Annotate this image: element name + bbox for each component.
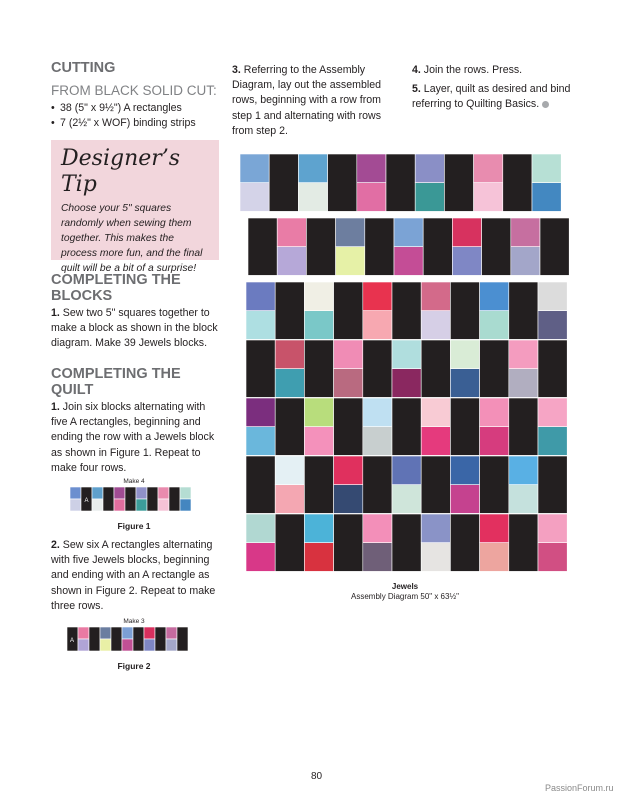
black-rectangle <box>509 514 538 571</box>
black-rectangle <box>269 154 298 211</box>
jewel-square <box>298 154 327 183</box>
step-number: 3. <box>232 64 241 76</box>
black-rectangle <box>421 456 450 513</box>
black-rectangle <box>248 218 277 275</box>
jewel-square <box>275 485 304 514</box>
jewel-square <box>122 627 133 639</box>
list-item: • 7 (2½" x WOF) binding strips <box>51 116 221 131</box>
cutting-subtitle: FROM BLACK SOLID CUT: <box>51 83 217 98</box>
jewel-square <box>334 485 363 514</box>
black-rectangle <box>177 627 188 651</box>
jewel-square <box>246 543 275 572</box>
black-rectangle <box>509 282 538 339</box>
jewel-square <box>392 485 421 514</box>
black-rectangle <box>125 487 136 511</box>
jewel-square <box>180 499 191 511</box>
figure2-diagram <box>67 627 199 651</box>
figure1-make-label: Make 4 <box>123 478 145 485</box>
jewel-square <box>474 183 503 212</box>
black-rectangle <box>421 340 450 397</box>
black-rectangle <box>480 456 509 513</box>
step-number: 5. <box>412 83 421 95</box>
black-rectangle <box>334 514 363 571</box>
jewel-square <box>144 639 155 651</box>
jewel-square <box>158 499 169 511</box>
figure1-caption: Figure 1 <box>117 521 151 531</box>
figure2-make-label: Make 3 <box>123 618 145 625</box>
assembly-caption: Assembly Diagram 50" x 63½" <box>351 592 459 601</box>
a-rectangle-label: A <box>70 638 75 644</box>
black-rectangle <box>538 456 567 513</box>
step-text: Layer, quilt as desired and bind referring to Quilting Basics. <box>412 83 571 111</box>
black-rectangle <box>392 398 421 455</box>
blocks-title-1: COMPLETING THE <box>51 272 181 288</box>
jewel-square <box>114 487 125 499</box>
jewel-square <box>538 398 567 427</box>
black-rectangle <box>538 340 567 397</box>
jewel-square <box>480 427 509 456</box>
black-rectangle <box>392 282 421 339</box>
jewel-square <box>246 398 275 427</box>
jewel-square <box>452 218 481 247</box>
jewel-square <box>450 485 479 514</box>
jewel-square <box>450 456 479 485</box>
jewel-square <box>421 282 450 311</box>
jewel-square <box>298 183 327 212</box>
blocks-step-1 <box>51 306 223 352</box>
list-item: • 38 (5" x 9½") A rectangles <box>51 101 221 116</box>
jewel-square <box>532 154 561 183</box>
jewel-square <box>334 340 363 369</box>
jewel-square <box>452 247 481 276</box>
jewel-square <box>415 154 444 183</box>
jewel-square <box>509 369 538 398</box>
black-rectangle <box>334 398 363 455</box>
jewel-square <box>363 311 392 340</box>
black-rectangle <box>480 340 509 397</box>
jewel-square <box>538 543 567 572</box>
black-rectangle <box>509 398 538 455</box>
cutting-section <box>51 60 221 131</box>
jewel-square <box>136 487 147 499</box>
quilt-section <box>51 366 223 476</box>
jewel-square <box>246 311 275 340</box>
jewel-square <box>70 487 81 499</box>
black-rectangle <box>275 514 304 571</box>
quilt-step-2 <box>51 538 223 614</box>
jewel-square <box>538 514 567 543</box>
figure2-caption: Figure 2 <box>117 661 151 671</box>
black-rectangle <box>169 487 180 511</box>
jewel-square <box>304 427 333 456</box>
quilt-step-1 <box>51 400 223 476</box>
black-rectangle <box>155 627 166 651</box>
end-mark-icon <box>542 101 549 108</box>
black-rectangle <box>111 627 122 651</box>
black-rectangle <box>423 218 452 275</box>
jewel-square <box>92 487 103 499</box>
jewel-square <box>357 154 386 183</box>
jewel-square <box>363 427 392 456</box>
jewel-square <box>363 398 392 427</box>
page-number: 80 <box>310 771 323 782</box>
quilt-step-5 <box>412 82 572 112</box>
jewel-square <box>357 183 386 212</box>
black-rectangle <box>275 282 304 339</box>
jewel-square <box>474 154 503 183</box>
jewel-square <box>100 627 111 639</box>
jewel-square <box>275 456 304 485</box>
black-rectangle <box>334 282 363 339</box>
jewel-square <box>538 311 567 340</box>
jewel-square <box>509 485 538 514</box>
jewel-square <box>275 369 304 398</box>
jewel-square <box>394 247 423 276</box>
jewel-square <box>334 456 363 485</box>
jewel-square <box>277 218 306 247</box>
jewel-square <box>336 247 365 276</box>
jewel-square <box>392 456 421 485</box>
tip-title: Designer’s Tip <box>61 146 181 197</box>
jewel-square <box>363 543 392 572</box>
jewel-square <box>70 499 81 511</box>
jewel-square <box>166 639 177 651</box>
jewel-square <box>538 427 567 456</box>
step-number: 2. <box>51 539 60 551</box>
jewel-square <box>511 218 540 247</box>
jewel-square <box>480 398 509 427</box>
blocks-title-2: BLOCKS <box>51 288 113 304</box>
jewel-square <box>136 499 147 511</box>
jewel-square <box>92 499 103 511</box>
black-rectangle <box>450 514 479 571</box>
jewel-square <box>240 154 269 183</box>
black-rectangle <box>275 398 304 455</box>
jewel-square <box>421 514 450 543</box>
black-rectangle <box>133 627 144 651</box>
a-rectangle-label: A <box>84 498 89 504</box>
jewel-square <box>246 514 275 543</box>
assembly-title: Jewels <box>391 582 419 591</box>
black-rectangle <box>246 456 275 513</box>
step-text: Referring to the Assembly Diagram, lay out the assembled rows, beginning with a row from step 1 and alternating with rows from step 2. <box>232 64 381 137</box>
step-number: 4. <box>412 64 421 76</box>
black-rectangle <box>246 340 275 397</box>
jewel-square <box>509 456 538 485</box>
step-text: Sew six A rectangles alternating with five Jewels blocks, beginning and ending with an A rectangle as shown in Figure 2. Repeat to make three rows. <box>51 539 216 612</box>
black-rectangle <box>103 487 114 511</box>
tip-text: Choose your 5" squares randomly when sewing them together. This makes the process more fun, and the final quilt will be a bit of a surprise! <box>61 203 203 274</box>
step-number: 1. <box>51 401 60 413</box>
jewel-square <box>421 543 450 572</box>
jewel-square <box>336 218 365 247</box>
jewel-square <box>304 514 333 543</box>
jewel-square <box>421 427 450 456</box>
black-rectangle <box>363 456 392 513</box>
black-rectangle <box>450 398 479 455</box>
jewel-square <box>114 499 125 511</box>
jewel-square <box>421 311 450 340</box>
black-rectangle <box>386 154 415 211</box>
jewel-square <box>78 627 89 639</box>
step-number: 1. <box>51 307 60 319</box>
figure1-diagram <box>70 487 202 511</box>
jewel-square <box>511 247 540 276</box>
jewel-square <box>240 183 269 212</box>
black-rectangle <box>89 627 100 651</box>
jewel-square <box>100 639 111 651</box>
step-text: Join six blocks alternating with five A rectangles, beginning and ending the row with a Jewels block as shown in Figure 1. Repeat to make four rows. <box>51 401 215 474</box>
jewel-square <box>392 369 421 398</box>
quilt-step-3 <box>232 63 392 139</box>
black-rectangle <box>503 154 532 211</box>
jewel-square <box>363 282 392 311</box>
jewel-square <box>277 247 306 276</box>
cutting-list <box>51 101 221 131</box>
black-rectangle <box>482 218 511 275</box>
jewel-square <box>363 514 392 543</box>
jewel-square <box>246 282 275 311</box>
blocks-section <box>51 272 223 352</box>
black-rectangle <box>304 456 333 513</box>
jewel-square <box>144 627 155 639</box>
jewel-square <box>166 627 177 639</box>
black-rectangle <box>365 218 394 275</box>
step-text: Sew two 5" squares together to make a block as shown in the block diagram. Make 39 Jewels blocks. <box>51 307 218 350</box>
watermark: PassionForum.ru <box>545 783 614 793</box>
assembly-diagram <box>236 154 576 574</box>
jewel-square <box>532 183 561 212</box>
jewel-square <box>480 514 509 543</box>
jewel-square <box>304 311 333 340</box>
jewel-square <box>450 369 479 398</box>
black-rectangle <box>328 154 357 211</box>
jewel-square <box>304 543 333 572</box>
jewel-square <box>394 218 423 247</box>
jewel-square <box>480 311 509 340</box>
jewel-square <box>480 282 509 311</box>
black-rectangle <box>147 487 158 511</box>
black-rectangle <box>363 340 392 397</box>
jewel-square <box>450 340 479 369</box>
black-rectangle <box>392 514 421 571</box>
jewel-square <box>509 340 538 369</box>
black-rectangle <box>450 282 479 339</box>
jewel-square <box>334 369 363 398</box>
quilt-title-2: QUILT <box>51 382 94 398</box>
jewel-square <box>392 340 421 369</box>
jewel-square <box>415 183 444 212</box>
quilt-title-1: COMPLETING THE <box>51 366 181 382</box>
jewel-square <box>275 340 304 369</box>
jewel-square <box>304 398 333 427</box>
designers-tip-box <box>51 140 219 274</box>
black-rectangle <box>304 340 333 397</box>
jewel-square <box>304 282 333 311</box>
jewel-square <box>122 639 133 651</box>
quilt-step-4 <box>412 63 572 78</box>
jewel-square <box>480 543 509 572</box>
jewel-square <box>538 282 567 311</box>
jewel-square <box>78 639 89 651</box>
jewel-square <box>246 427 275 456</box>
black-rectangle <box>306 218 335 275</box>
jewel-square <box>180 487 191 499</box>
cutting-title: CUTTING <box>51 60 116 76</box>
jewel-square <box>158 487 169 499</box>
black-rectangle <box>444 154 473 211</box>
jewel-square <box>421 398 450 427</box>
step-text: Join the rows. Press. <box>423 64 523 76</box>
black-rectangle <box>540 218 569 275</box>
